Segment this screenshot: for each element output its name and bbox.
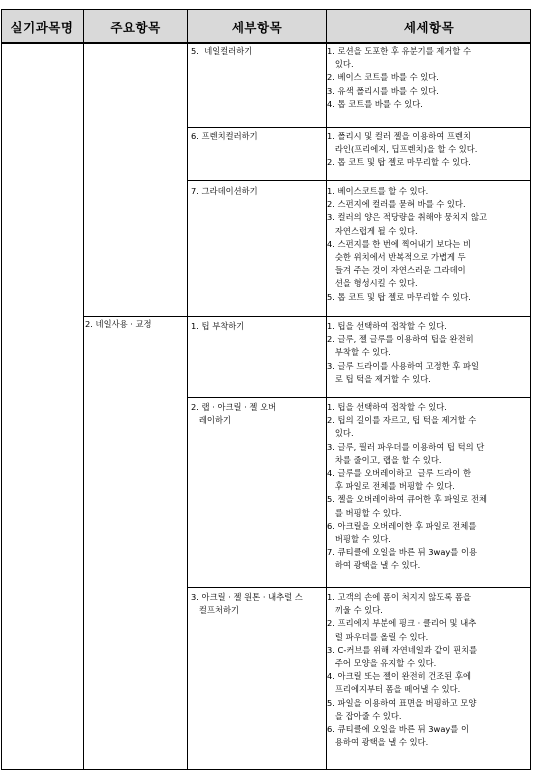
detail-item: 4. 스펀지를 한 번에 찍어내기 보다는 비 슷한 위치에서 반복적으로 가볍게 두 들겨 주는 것이 자연스러운 그라데이 션을 형성시킬 수 있다.: [327, 238, 471, 289]
detail-item: 3. 컬러의 양은 적당량을 취해야 뭉치지 않고 자연스럽게 될 수 있다.: [327, 212, 487, 236]
detail-list: [327, 45, 527, 111]
detail-item: 3. 유색 폴리시를 바를 수 있다.: [327, 85, 439, 96]
detail-list: [327, 401, 527, 573]
header-practical-subject: 실기과목명: [10, 19, 74, 35]
row-divider: [187, 397, 531, 398]
column-divider: [83, 9, 84, 770]
detail-item: 2. 베이스 코트를 바를 수 있다.: [327, 72, 439, 83]
detail-item: 1. 팁을 선택하여 접착할 수 있다.: [327, 402, 447, 412]
sub-item-label: 6. 프렌치컬러하기: [191, 131, 258, 141]
header-main-item: 주요항목: [110, 19, 161, 35]
detail-item: 5. 파일을 이용하여 표면을 버핑하고 모양 을 잡아줄 수 있다.: [327, 697, 477, 721]
detail-item: 2. 프리에지 부분에 핑크 · 클리어 및 내추 럴 파우더를 올릴 수 있다.: [327, 618, 477, 642]
detail-list: [327, 130, 527, 170]
detail-item: 2. 톱 코트 및 탑 젤로 마무리할 수 있다.: [327, 157, 471, 168]
detail-item: 5. 젤을 오버레이하여 큐어한 후 파일로 전체 를 버핑할 수 있다.: [327, 494, 487, 518]
detail-item: 3. 글루 드라이를 사용하여 고정한 후 파일 로 팁 턱을 제거할 수 있다.: [327, 360, 479, 384]
row-divider: [187, 180, 531, 181]
row-divider: [187, 127, 531, 128]
detail-item: 2. 글루, 젤 글루를 이용하여 팁을 완전히 부착할 수 있다.: [327, 334, 474, 358]
detail-item: 4. 톱 코트를 바를 수 있다.: [327, 98, 423, 109]
detail-item: 1. 고객의 손에 폼이 처지지 않도록 폼을 끼울 수 있다.: [327, 592, 471, 616]
sub-item-label: 5. 네일컬러하기: [191, 46, 253, 56]
sub-item-label: 3. 아크릴 · 젤 원톤 · 내추럴 스 컬프처하기: [191, 592, 303, 616]
detail-item: 6. 큐티클에 오일을 바른 뒤 3way를 이 용하여 광택을 낼 수 있다.: [327, 724, 469, 748]
detail-list: [327, 591, 527, 749]
detail-item: 1. 베이스코트를 할 수 있다.: [327, 186, 429, 196]
detail-list: [327, 320, 527, 386]
detail-item: 1. 로션을 도포한 후 유분기를 제거할 수 있다.: [327, 46, 471, 70]
row-divider: [187, 587, 531, 588]
header-sub-item: 세부항목: [231, 19, 283, 35]
detail-item: 3. C-커브를 위해 자연네일과 같이 핀치를 주어 모양을 유지할 수 있다.: [327, 644, 478, 669]
detail-item: 4. 아크릴 또는 젤이 완전히 건조된 후에 프리에지부터 폼을 떼어낼 수 있다.: [327, 671, 471, 695]
sub-item-label: 7. 그라데이션하기: [191, 186, 258, 196]
sub-item-label: 2. 랩 · 아크릴 · 젤 오버 레이하기: [191, 402, 277, 426]
sub-item-label: 1. 팁 부착하기: [191, 321, 245, 331]
detail-item: 3. 글루, 필러 파우더를 이용하여 팁 턱의 단 차를 줄이고, 랩을 할 수 있다.: [327, 441, 485, 465]
main-item-label: 2. 네일사용 · 교정: [85, 319, 152, 329]
detail-item: 4. 글루를 오버레이하고 글루 드라이 한 후 파일로 전체를 버핑할 수 있다.: [327, 468, 471, 492]
detail-item: 2. 팁의 길이를 자르고, 팁 턱을 제거할 수 있다.: [327, 415, 477, 439]
detail-list: [327, 185, 527, 304]
detail-item: 1. 팁을 선택하여 접착할 수 있다.: [327, 321, 447, 331]
detail-item: 2. 스펀지에 컬러를 묻혀 바를 수 있다.: [327, 199, 466, 210]
detail-item: 7. 큐티클에 오일을 바른 뒤 3way를 이용 하여 광택을 낼 수 있다.: [327, 547, 477, 571]
detail-item: 5. 톱 코트 및 탑 젤로 마무리할 수 있다.: [327, 291, 471, 302]
column-divider: [187, 9, 188, 770]
header-detail-item: 세세항목: [403, 19, 455, 35]
detail-item: 1. 폴리시 및 컬러 젤을 이용하여 프렌치 라인(프리에지, 딥프렌치)을 할 수 있다.: [327, 131, 478, 155]
detail-item: 6. 아크릴을 오버레이한 후 파일로 전체를 버핑할 수 있다.: [327, 520, 477, 545]
row-divider: [84, 316, 531, 317]
